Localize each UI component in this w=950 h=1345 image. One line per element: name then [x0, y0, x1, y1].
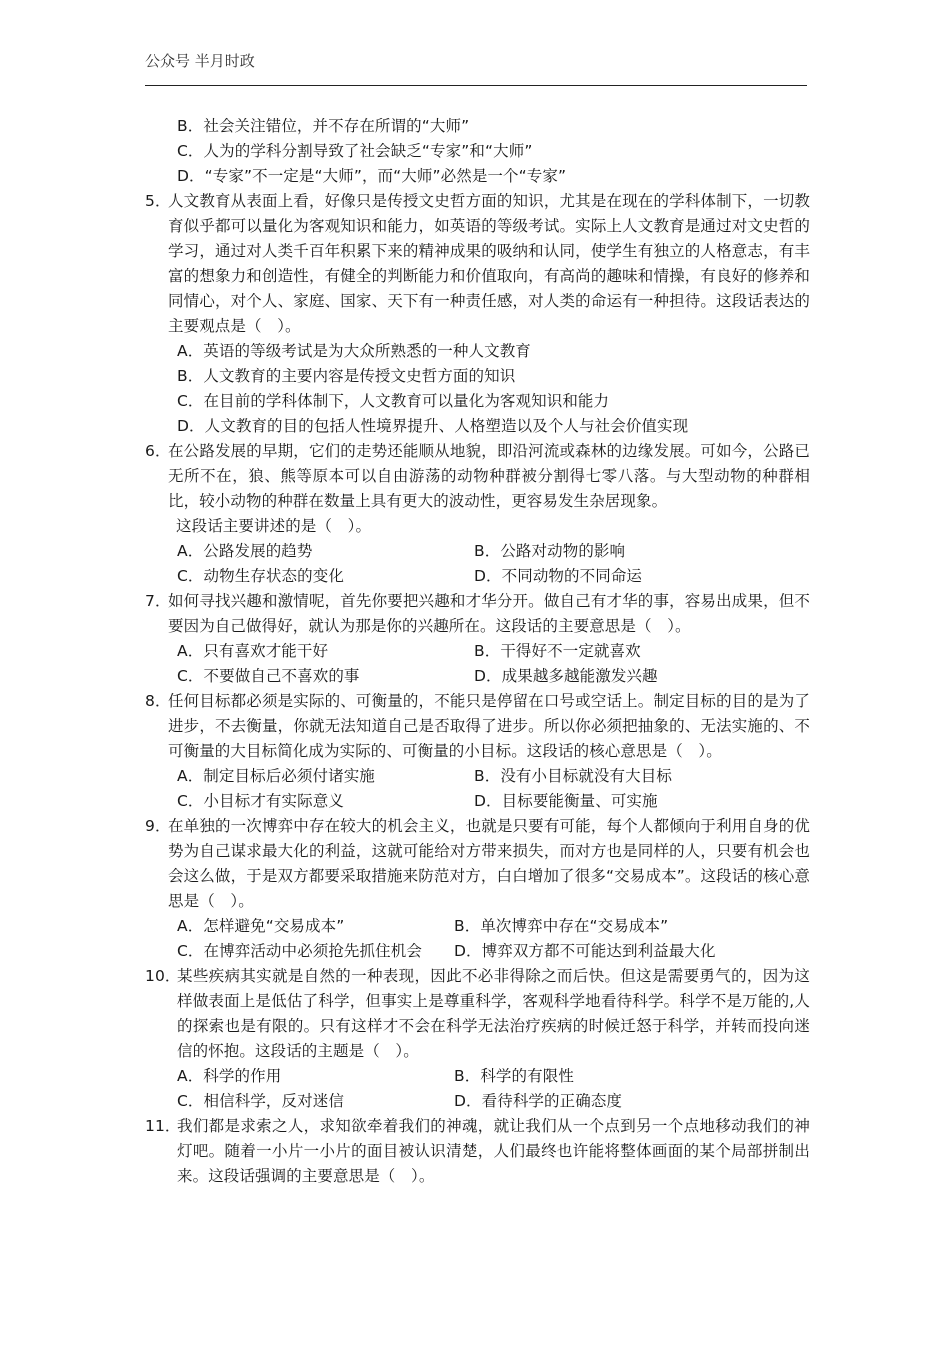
option-b: B．干得好不一定就喜欢 [474, 642, 641, 660]
option-b: B．单次博弈中存在“交易成本” [454, 917, 669, 935]
question-8-options [145, 764, 810, 814]
option-a: A．怎样避免“交易成本” [177, 917, 345, 935]
question-5 [145, 189, 810, 339]
option-b: B．科学的有限性 [454, 1067, 574, 1085]
option-c: C．动物生存状态的变化 [177, 567, 344, 585]
option-c: C．人为的学科分割导致了社会缺乏“专家”和“大师” [177, 142, 533, 160]
option-b: B．没有小目标就没有大目标 [474, 767, 672, 785]
option-c: C．在目前的学科体制下，人文教育可以量化为客观知识和能力 [177, 392, 610, 410]
question-6 [145, 439, 810, 539]
question-9-options [145, 914, 810, 964]
question-number: 6． [145, 442, 171, 460]
question-8 [145, 689, 810, 764]
question-text: 我们都是求索之人，求知欲牵着我们的神魂，就让我们从一个点到另一个点地移动我们的神灯吧。随着一小片一小片的面目被认识清楚，人们最终也许能将整体画面的某个局部拼制出来。这段话强调的主要意思是（ ）。 [177, 1117, 810, 1185]
question-number: 11． [145, 1117, 181, 1135]
option-c: C．小目标才有实际意义 [177, 792, 344, 810]
question-text: 如何寻找兴趣和激情呢，首先你要把兴趣和才华分开。做自己有才华的事，容易出成果，但不要因为自己做得好，就认为那是你的兴趣所在。这段话的主要意思是（ ）。 [168, 592, 810, 635]
question-text: 任何目标都必须是实际的、可衡量的，不能只是停留在口号或空话上。制定目标的目的是为了进步，不去衡量，你就无法知道自己是否取得了进步。所以你必须把抽象的、无法实施的、不可衡量的大目标简化成为实际的、可衡量的小目标。这段话的核心意思是（ ）。 [168, 692, 810, 760]
question-7-options [145, 639, 810, 689]
option-b: B．社会关注错位，并不存在所谓的“大师” [177, 117, 470, 135]
option-d: D．成果越多越能激发兴趣 [474, 667, 658, 685]
option-a: A．公路发展的趋势 [177, 542, 313, 560]
option-d: D．看待科学的正确态度 [454, 1092, 623, 1110]
option-d: D．不同动物的不同命运 [474, 567, 643, 585]
lead-options [145, 114, 810, 189]
question-9 [145, 814, 810, 914]
option-d: D．博弈双方都不可能达到利益最大化 [454, 942, 716, 960]
option-d: D．人文教育的目的包括人性境界提升、人格塑造以及个人与社会价值实现 [177, 417, 689, 435]
option-d: D．目标要能衡量、可实施 [474, 792, 658, 810]
question-number: 8． [145, 692, 171, 710]
question-number: 10． [145, 967, 181, 985]
option-c: C．相信科学，反对迷信 [177, 1092, 344, 1110]
option-c: C．不要做自己不喜欢的事 [177, 667, 360, 685]
option-a: A．制定目标后必须付诸实施 [177, 767, 375, 785]
question-content [145, 114, 810, 1189]
question-11 [145, 1114, 810, 1189]
question-10-options [145, 1064, 810, 1114]
header-divider [145, 85, 807, 86]
question-7 [145, 589, 810, 639]
question-number: 9． [145, 817, 171, 835]
question-text: 人文教育从表面上看，好像只是传授文史哲方面的知识，尤其是在现在的学科体制下，一切教育似乎都可以量化为客观知识和能力，如英语的等级考试。实际上人文教育是通过对文史哲的学习，通过对人类千百年积累下来的精神成果的吸纳和认同，使学生有独立的人格意志，有丰富的想象力和创造性，有健全的判断能力和价值取向，有高尚的趣味和情操，有良好的修养和同情心，对个人、家庭、国家、天下有一种责任感，对人类的命运有一种担待。这段话表达的主要观点是（ ）。 [168, 192, 810, 335]
option-b: B．公路对动物的影响 [474, 542, 626, 560]
option-a: A．科学的作用 [177, 1067, 282, 1085]
question-number: 5． [145, 192, 171, 210]
option-c: C．在博弈活动中必须抢先抓住机会 [177, 942, 422, 960]
question-prompt: 这段话主要讲述的是（ ）。 [176, 517, 372, 535]
question-text: 某些疾病其实就是自然的一种表现，因此不必非得除之而后快。但这是需要勇气的，因为这样做表面上是低估了科学，但事实上是尊重科学，客观科学地看待科学。科学不是万能的,人的探索也是有限的。只有这样才不会在科学无法治疗疾病的时候迁怒于科学，并转而投向迷信的怀抱。这段话的主题是（ ）。 [177, 967, 810, 1060]
question-6-options [145, 539, 810, 589]
question-text: 在公路发展的早期，它们的走势还能顺从地貌，即沿河流或森林的边缘发展。可如今，公路已无所不在，狼、熊等原本可以自由游荡的动物种群被分割得七零八落。与大型动物的种群相比，较小动物的种群在数量上具有更大的波动性，更容易发生杂居现象。 [168, 442, 810, 510]
question-5-options [145, 339, 810, 439]
option-a: A．英语的等级考试是为大众所熟悉的一种人文教育 [177, 342, 531, 360]
question-text: 在单独的一次博弈中存在较大的机会主义，也就是只要有可能，每个人都倾向于利用自身的优势为自己谋求最大化的利益，这就可能给对方带来损失，而对方也是同样的人，只要有机会也会这么做，于是双方都要采取措施来防范对方，白白增加了很多“交易成本”。这段话的核心意思是（ ）。 [168, 817, 810, 910]
question-10 [145, 964, 810, 1064]
page-header: 公众号 半月时政 [145, 52, 255, 70]
option-b: B．人文教育的主要内容是传授文史哲方面的知识 [177, 367, 516, 385]
option-d: D．“专家”不一定是“大师”，而“大师”必然是一个“专家” [177, 167, 567, 185]
option-a: A．只有喜欢才能干好 [177, 642, 329, 660]
question-number: 7． [145, 592, 171, 610]
